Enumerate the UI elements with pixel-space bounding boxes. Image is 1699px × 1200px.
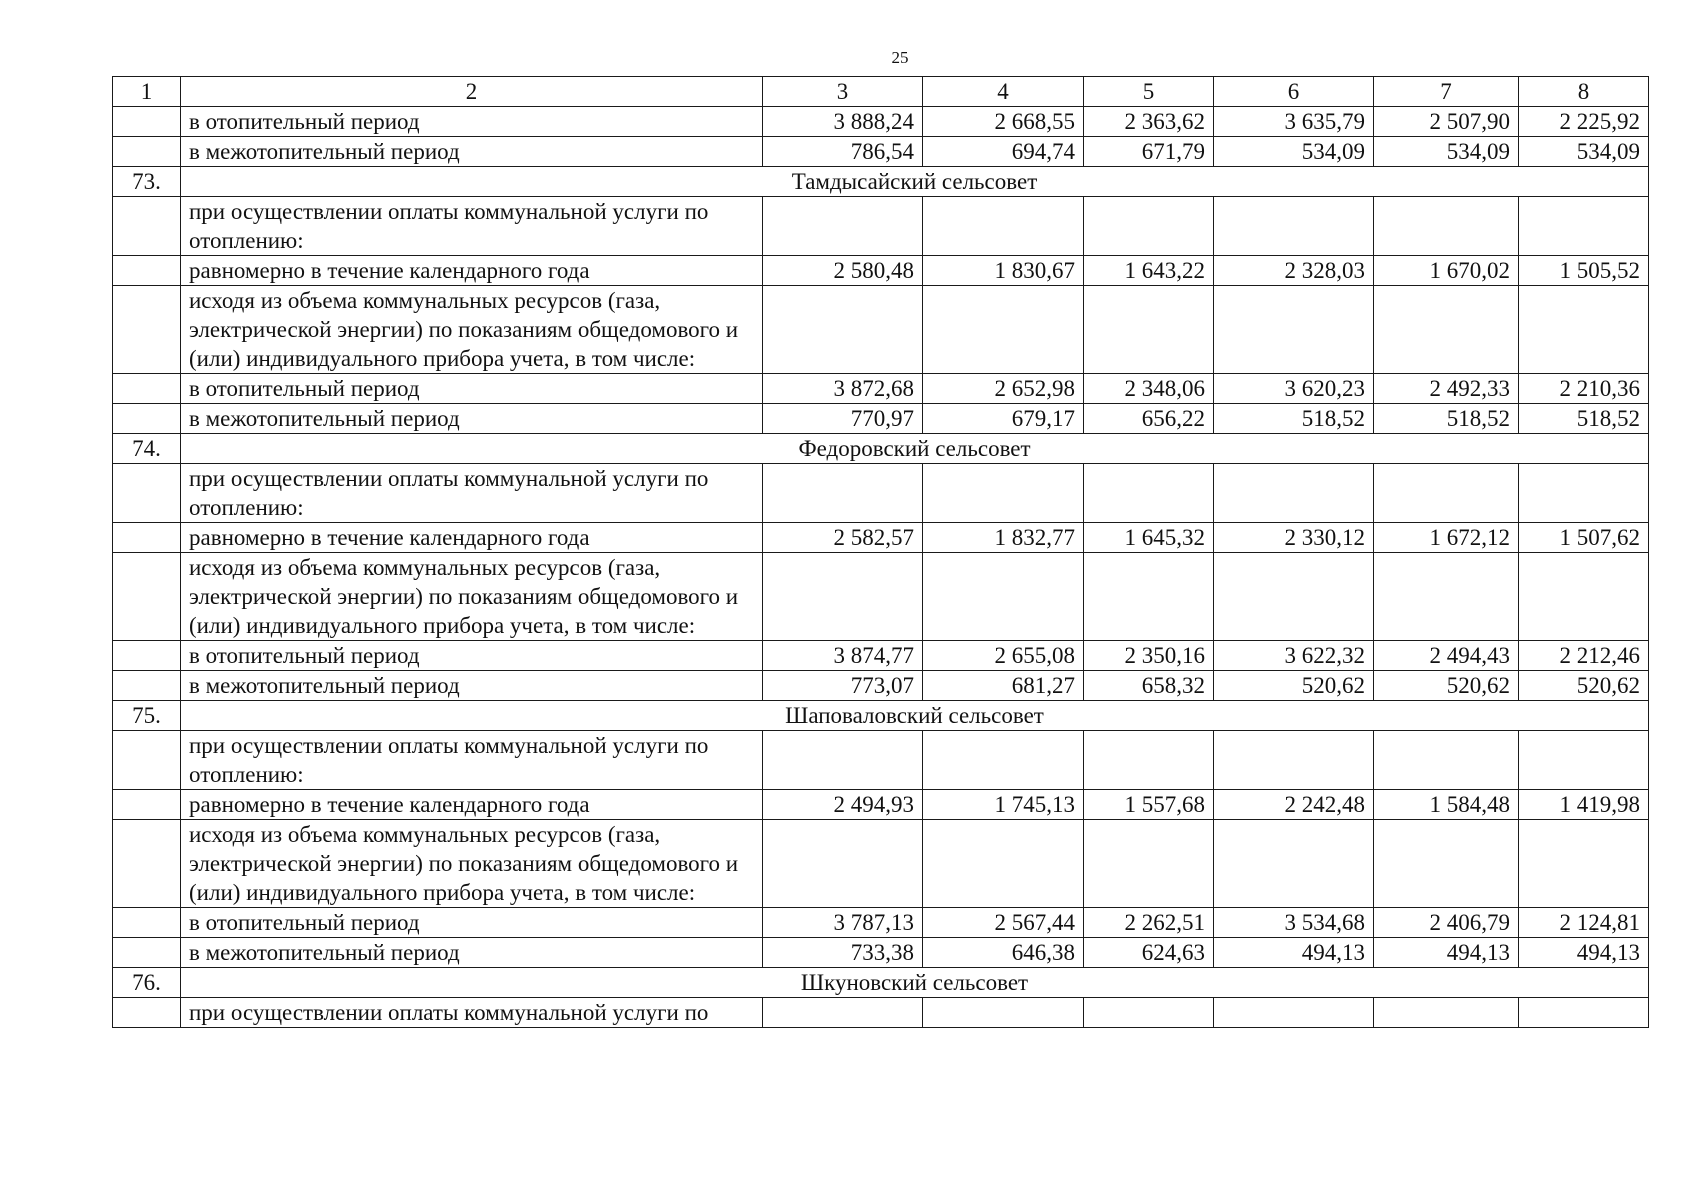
table-row	[113, 374, 1649, 404]
value-cell: 3 787,13	[763, 908, 923, 938]
value-cell	[763, 197, 923, 256]
value-cell: 494,13	[1374, 938, 1519, 968]
row-index	[113, 998, 181, 1028]
table-row	[113, 938, 1649, 968]
value-cell	[1519, 820, 1649, 908]
row-label: равномерно в течение календарного года	[181, 790, 763, 820]
value-cell: 2 210,36	[1519, 374, 1649, 404]
row-label: в межотопительный период	[181, 137, 763, 167]
value-cell	[923, 731, 1084, 790]
row-label: равномерно в течение календарного года	[181, 523, 763, 553]
value-cell: 2 348,06	[1084, 374, 1214, 404]
table-row	[113, 553, 1649, 641]
row-label: в межотопительный период	[181, 938, 763, 968]
value-cell	[763, 553, 923, 641]
value-cell: 2 328,03	[1214, 256, 1374, 286]
value-cell	[1519, 197, 1649, 256]
section-title: Шаповаловский сельсовет	[181, 701, 1649, 731]
value-cell	[1519, 553, 1649, 641]
value-cell	[923, 464, 1084, 523]
row-label: в отопительный период	[181, 641, 763, 671]
value-cell	[923, 197, 1084, 256]
value-cell: 679,17	[923, 404, 1084, 434]
value-cell	[1374, 731, 1519, 790]
value-cell: 2 494,93	[763, 790, 923, 820]
value-cell: 2 242,48	[1214, 790, 1374, 820]
section-title: Тамдысайский сельсовет	[181, 167, 1649, 197]
row-index	[113, 908, 181, 938]
value-cell	[763, 820, 923, 908]
section-title: Шкуновский сельсовет	[181, 968, 1649, 998]
value-cell: 2 507,90	[1374, 107, 1519, 137]
value-cell: 3 635,79	[1214, 107, 1374, 137]
value-cell: 3 534,68	[1214, 908, 1374, 938]
row-label: исходя из объема коммунальных ресурсов (газа, электрической энергии) по показаниям общедомового и (или) индивидуального прибора учета, в том числе:	[181, 820, 763, 908]
table-row	[113, 998, 1649, 1028]
value-cell	[1214, 197, 1374, 256]
value-cell: 2 406,79	[1374, 908, 1519, 938]
value-cell	[1374, 998, 1519, 1028]
row-index	[113, 256, 181, 286]
column-header: 3	[763, 77, 923, 107]
value-cell: 624,63	[1084, 938, 1214, 968]
column-header: 6	[1214, 77, 1374, 107]
value-cell: 518,52	[1374, 404, 1519, 434]
row-label: равномерно в течение календарного года	[181, 256, 763, 286]
row-index: 76.	[113, 968, 181, 998]
table-row	[113, 197, 1649, 256]
value-cell: 646,38	[923, 938, 1084, 968]
header-row	[113, 77, 1649, 107]
value-cell	[923, 286, 1084, 374]
value-cell	[1519, 464, 1649, 523]
row-index	[113, 641, 181, 671]
value-cell: 1 745,13	[923, 790, 1084, 820]
value-cell	[1519, 731, 1649, 790]
value-cell	[1084, 820, 1214, 908]
value-cell	[1374, 820, 1519, 908]
value-cell: 534,09	[1214, 137, 1374, 167]
row-index	[113, 523, 181, 553]
column-header: 5	[1084, 77, 1214, 107]
row-index	[113, 731, 181, 790]
row-label: в отопительный период	[181, 107, 763, 137]
row-label: в отопительный период	[181, 374, 763, 404]
row-label: при осуществлении оплаты коммунальной услуги по	[181, 998, 763, 1028]
value-cell	[1214, 286, 1374, 374]
page-number: 25	[891, 48, 909, 67]
value-cell: 671,79	[1084, 137, 1214, 167]
row-index: 73.	[113, 167, 181, 197]
value-cell: 520,62	[1519, 671, 1649, 701]
value-cell	[1084, 197, 1214, 256]
value-cell: 518,52	[1214, 404, 1374, 434]
value-cell: 2 567,44	[923, 908, 1084, 938]
value-cell: 2 580,48	[763, 256, 923, 286]
table-row	[113, 908, 1649, 938]
table-row	[113, 286, 1649, 374]
value-cell: 2 655,08	[923, 641, 1084, 671]
table-row	[113, 256, 1649, 286]
row-index	[113, 404, 181, 434]
column-header: 4	[923, 77, 1084, 107]
row-index	[113, 374, 181, 404]
value-cell: 656,22	[1084, 404, 1214, 434]
column-header: 2	[181, 77, 763, 107]
value-cell: 518,52	[1519, 404, 1649, 434]
value-cell: 3 622,32	[1214, 641, 1374, 671]
value-cell	[1519, 998, 1649, 1028]
value-cell: 2 330,12	[1214, 523, 1374, 553]
value-cell: 1 670,02	[1374, 256, 1519, 286]
value-cell	[1374, 464, 1519, 523]
row-index: 74.	[113, 434, 181, 464]
value-cell: 534,09	[1374, 137, 1519, 167]
value-cell	[763, 731, 923, 790]
value-cell: 494,13	[1519, 938, 1649, 968]
row-label: в межотопительный период	[181, 404, 763, 434]
value-cell: 494,13	[1214, 938, 1374, 968]
value-cell	[1214, 464, 1374, 523]
row-index: 75.	[113, 701, 181, 731]
value-cell: 1 672,12	[1374, 523, 1519, 553]
table-row	[113, 641, 1649, 671]
row-index	[113, 938, 181, 968]
value-cell: 681,27	[923, 671, 1084, 701]
value-cell: 2 652,98	[923, 374, 1084, 404]
section-row	[113, 701, 1649, 731]
value-cell: 2 668,55	[923, 107, 1084, 137]
row-index	[113, 790, 181, 820]
value-cell: 773,07	[763, 671, 923, 701]
value-cell	[923, 820, 1084, 908]
value-cell: 2 492,33	[1374, 374, 1519, 404]
value-cell	[1214, 553, 1374, 641]
value-cell: 1 557,68	[1084, 790, 1214, 820]
table-row	[113, 523, 1649, 553]
value-cell	[923, 553, 1084, 641]
table-row	[113, 107, 1649, 137]
value-cell: 2 350,16	[1084, 641, 1214, 671]
value-cell	[1214, 820, 1374, 908]
table-row	[113, 464, 1649, 523]
row-label: исходя из объема коммунальных ресурсов (газа, электрической энергии) по показаниям общедомового и (или) индивидуального прибора учета, в том числе:	[181, 286, 763, 374]
row-index	[113, 107, 181, 137]
value-cell	[1084, 731, 1214, 790]
value-cell: 3 872,68	[763, 374, 923, 404]
value-cell: 2 494,43	[1374, 641, 1519, 671]
value-cell: 2 212,46	[1519, 641, 1649, 671]
row-label: исходя из объема коммунальных ресурсов (газа, электрической энергии) по показаниям общедомового и (или) индивидуального прибора учета, в том числе:	[181, 553, 763, 641]
value-cell: 2 225,92	[1519, 107, 1649, 137]
value-cell: 1 830,67	[923, 256, 1084, 286]
table-row	[113, 671, 1649, 701]
row-index	[113, 671, 181, 701]
value-cell: 1 643,22	[1084, 256, 1214, 286]
value-cell: 1 505,52	[1519, 256, 1649, 286]
row-label: в межотопительный период	[181, 671, 763, 701]
value-cell	[763, 998, 923, 1028]
value-cell	[923, 998, 1084, 1028]
row-label: при осуществлении оплаты коммунальной услуги по отоплению:	[181, 197, 763, 256]
value-cell	[1084, 553, 1214, 641]
value-cell	[1084, 464, 1214, 523]
section-row	[113, 968, 1649, 998]
value-cell	[1084, 286, 1214, 374]
value-cell: 534,09	[1519, 137, 1649, 167]
value-cell: 1 507,62	[1519, 523, 1649, 553]
value-cell	[1214, 998, 1374, 1028]
value-cell	[1214, 731, 1374, 790]
row-index	[113, 464, 181, 523]
value-cell	[1374, 197, 1519, 256]
row-index	[113, 137, 181, 167]
value-cell: 770,97	[763, 404, 923, 434]
value-cell: 3 620,23	[1214, 374, 1374, 404]
section-row	[113, 434, 1649, 464]
value-cell: 658,32	[1084, 671, 1214, 701]
value-cell	[763, 464, 923, 523]
value-cell: 3 888,24	[763, 107, 923, 137]
section-row	[113, 167, 1649, 197]
value-cell	[1084, 998, 1214, 1028]
value-cell: 1 584,48	[1374, 790, 1519, 820]
table-row	[113, 137, 1649, 167]
value-cell: 520,62	[1214, 671, 1374, 701]
row-index	[113, 820, 181, 908]
value-cell: 2 124,81	[1519, 908, 1649, 938]
row-label: при осуществлении оплаты коммунальной услуги по отоплению:	[181, 464, 763, 523]
value-cell: 694,74	[923, 137, 1084, 167]
value-cell: 2 262,51	[1084, 908, 1214, 938]
value-cell: 520,62	[1374, 671, 1519, 701]
value-cell	[1519, 286, 1649, 374]
tariff-table	[112, 76, 1649, 1028]
value-cell: 3 874,77	[763, 641, 923, 671]
row-label: при осуществлении оплаты коммунальной услуги по отоплению:	[181, 731, 763, 790]
table-row	[113, 731, 1649, 790]
value-cell: 2 582,57	[763, 523, 923, 553]
value-cell: 733,38	[763, 938, 923, 968]
column-header: 7	[1374, 77, 1519, 107]
value-cell: 1 832,77	[923, 523, 1084, 553]
value-cell: 786,54	[763, 137, 923, 167]
value-cell	[1374, 286, 1519, 374]
row-index	[113, 553, 181, 641]
section-title: Федоровский сельсовет	[181, 434, 1649, 464]
value-cell: 2 363,62	[1084, 107, 1214, 137]
column-header: 8	[1519, 77, 1649, 107]
table-row	[113, 404, 1649, 434]
value-cell: 1 419,98	[1519, 790, 1649, 820]
row-index	[113, 286, 181, 374]
row-index	[113, 197, 181, 256]
table-row	[113, 820, 1649, 908]
value-cell: 1 645,32	[1084, 523, 1214, 553]
row-label: в отопительный период	[181, 908, 763, 938]
column-header: 1	[113, 77, 181, 107]
value-cell	[1374, 553, 1519, 641]
table-row	[113, 790, 1649, 820]
value-cell	[763, 286, 923, 374]
